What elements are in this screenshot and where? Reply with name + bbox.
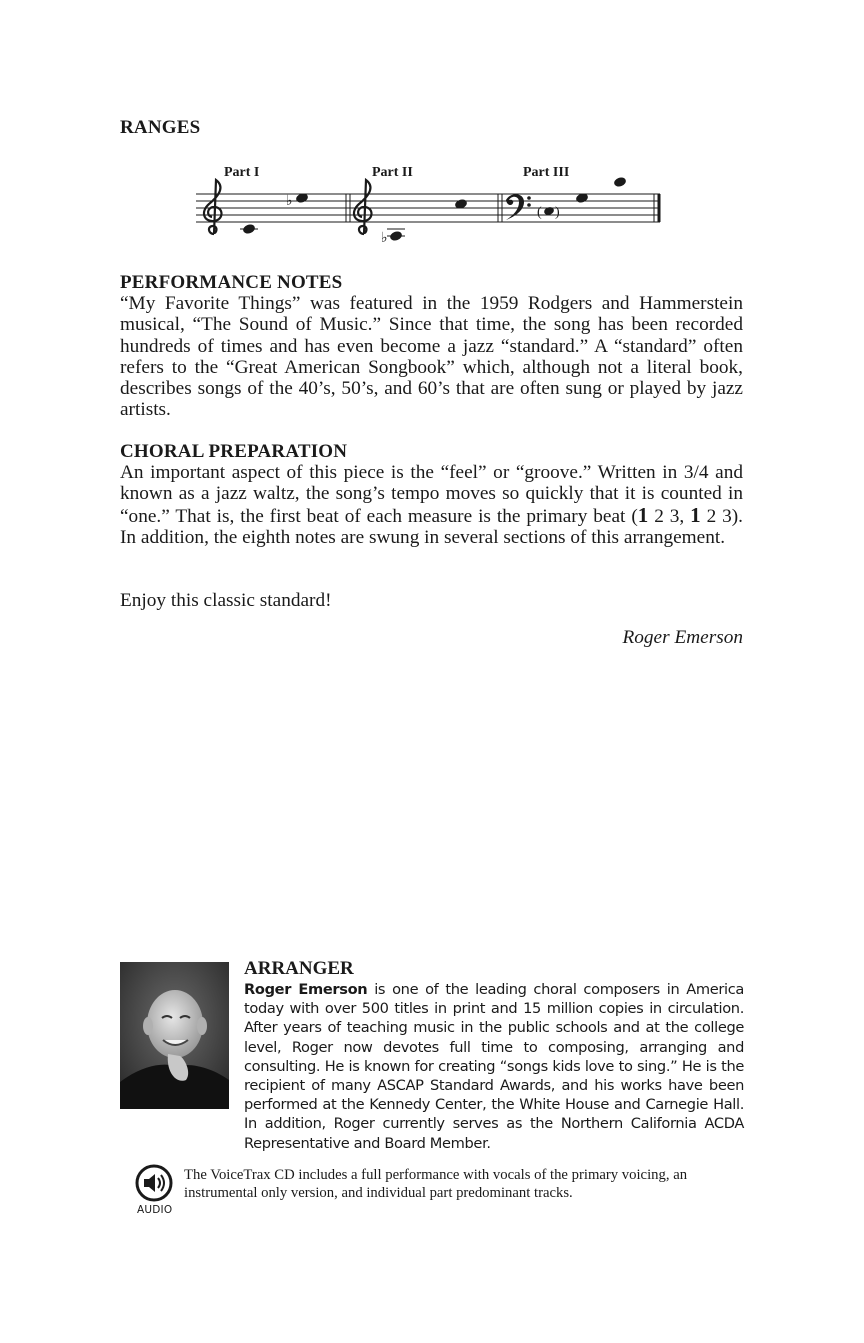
part-label: Part III xyxy=(523,165,570,180)
ranges-heading: RANGES xyxy=(120,117,201,138)
vocal-ranges-staff xyxy=(194,160,664,248)
choral-preparation-heading: CHORAL PREPARATION xyxy=(120,441,348,462)
arranger-heading: ARRANGER xyxy=(244,958,354,979)
audio-label: AUDIO xyxy=(137,1204,173,1216)
closing-line: Enjoy this classic standard! xyxy=(120,590,332,611)
note-head xyxy=(390,231,403,242)
part-label: Part II xyxy=(372,165,413,180)
arranger-photo xyxy=(120,962,229,1109)
author-signature: Roger Emerson xyxy=(622,627,743,648)
svg-text:): ) xyxy=(555,205,560,220)
choral-preparation-text: An important aspect of this piece is the “feel” or “groove.” Written in 3/4 and known as a jazz waltz, the song’s tempo moves so quickly that it is counted in “one.” That is, the first beat of each measure is the primary beat (1 2 3, 1 2 3). In addition, the eighth notes are swung in several sections of this arrangement. xyxy=(120,462,744,548)
voicetrax-cd-note: The VoiceTrax CD includes a full performance with vocals of the primary voicing, an instrumental only version, and individual part predominant tracks. xyxy=(184,1167,688,1201)
svg-text:♭: ♭ xyxy=(286,193,293,209)
performance-notes-text: “My Favorite Things” was featured in the 1959 Rodgers and Hammerstein musical, “The Sound of Music.” Since that time, the song has been recorded hundreds of times and has even become a jazz “standard.” A “standard” often refers to the “Great American Songbook” which, although not a literal book, describes songs of the 40’s, 50’s, and 60’s that are often sung or played by jazz artists. xyxy=(120,293,743,421)
note-head xyxy=(614,177,627,188)
arranger-bio: Roger Emerson is one of the leading choral composers in America today with over 500 titles in print and 15 million copies in circulation. After years of teaching music in the public schools and at the college level, Roger now devotes full time to composing, arranging and consulting. He is known for creating “songs kids love to sing.” He is the recipient of many ASCAP Standard Awards, and his works have been performed at the Kennedy Center, the White House and Carnegie Hall. In addition, Roger currently serves as the Northern California ACDA Representative and Board Member. xyxy=(244,981,744,1152)
treble-clef-icon xyxy=(354,180,372,234)
performance-notes-heading: PERFORMANCE NOTES xyxy=(120,272,343,293)
note-head xyxy=(243,224,256,235)
treble-clef-icon xyxy=(204,180,222,234)
speaker-icon xyxy=(134,1163,174,1203)
svg-text:(: ( xyxy=(537,205,542,220)
part-label: Part I xyxy=(224,165,260,180)
svg-text:♭: ♭ xyxy=(381,230,388,246)
bass-clef-icon xyxy=(506,194,531,220)
